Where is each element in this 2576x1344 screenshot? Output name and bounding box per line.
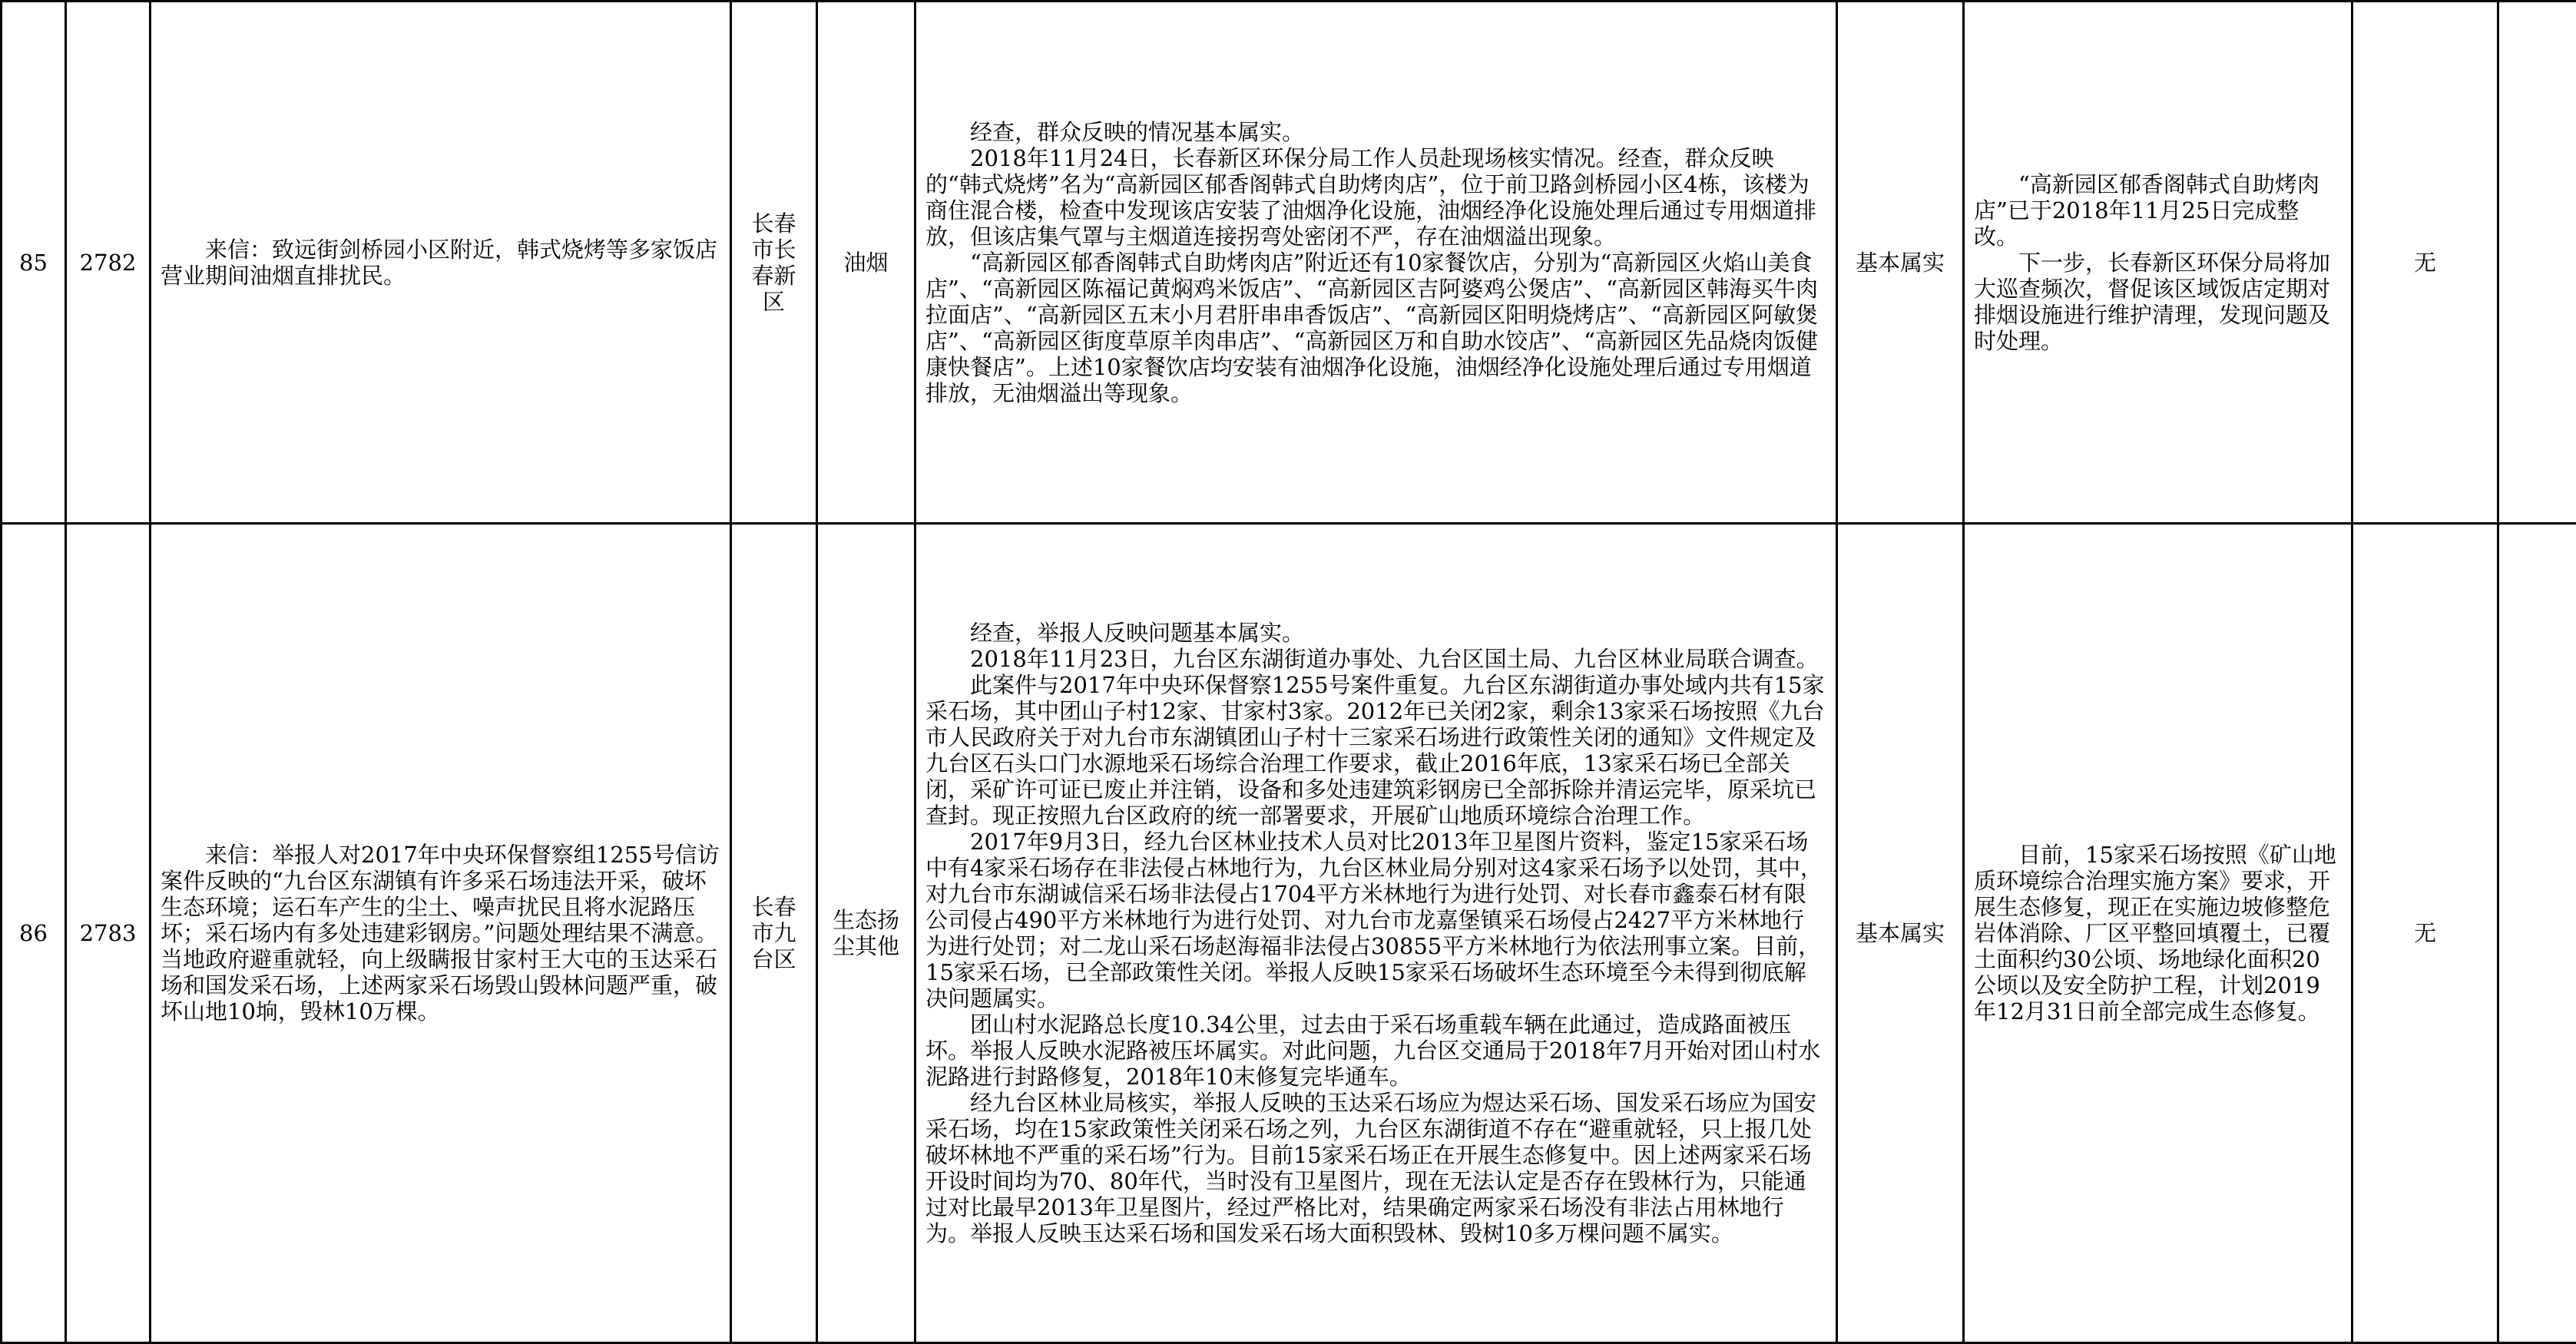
empty-cell [2498,2,2576,524]
findings-paragraph: 2018年11月24日，长春新区环保分局工作人员赴现场核实情况。经查，群众反映的“韩式烧烤”名为“高新园区郁香阁韩式自助烤肉店”，位于前卫路剑桥园小区4栋，该楼为商住混合楼，检查中发现该店安装了油烟净化设施，油烟经净化设施处理后通过专用烟道排放，但该店集气罩与主烟道连接拐弯处密闭不严，存在油烟溢出现象。 [925,145,1826,250]
accountability-cell: 无 [2353,524,2498,1343]
verdict-cell: 基本属实 [1837,524,1964,1343]
findings-paragraph: 2018年11月23日，九台区东湖街道办事处、九台区国土局、九台区林业局联合调查。 [925,646,1826,672]
rectification-paragraph: 下一步，长春新区环保分局将加大巡查频次，督促该区域饭店定期对排烟设施进行维护清理，发现问题及时处理。 [1974,250,2342,354]
findings-paragraph: 此案件与2017年中央环保督察1255号案件重复。九台区东湖街道办事处域内共有15家采石场，其中团山子村12家、甘家村3家。2012年已关闭2家，剩余13家采石场按照《九台市人民政府关于对九台市东湖镇团山子村十三家采石场进行政策性关闭的通知》文件规定及九台区石头口门水源地采石场综合治理工作要求，截止2016年底，13家采石场已全部关闭，采矿许可证已废止并注销，设备和多处违建筑彩钢房已全部拆除并清运完毕，原采坑已查封。现正按照九台区政府的统一部署要求，开展矿山地质环境综合治理工作。 [925,672,1826,829]
seq-cell: 86 [2,524,66,1343]
accountability-cell: 无 [2353,2,2498,524]
findings-paragraph: 经查，举报人反映问题基本属实。 [925,620,1826,646]
table-row [2,2,2576,524]
case-number-cell: 2782 [66,2,151,524]
seq-cell: 85 [2,2,66,524]
complaint-text: 来信：致远街剑桥园小区附近，韩式烧烤等多家饭店营业期间油烟直排扰民。 [161,237,720,289]
rectification-paragraph: “高新园区郁香阁韩式自助烤肉店”已于2018年11月25日完成整改。 [1974,171,2342,250]
empty-cell [2498,524,2576,1343]
table-row [2,524,2576,1343]
complaint-cell [151,524,731,1343]
findings-cell [916,524,1837,1343]
rectification-cell [1964,2,2353,524]
category-cell: 油烟 [817,2,916,524]
rectification-paragraph: 目前，15家采石场按照《矿山地质环境综合治理实施方案》要求，开展生态修复，现正在实施边坡修整危岩体消除、厂区平整回填覆土，已覆土面积约30公顷、场地绿化面积20公顷以及安全防护工程，计划2019年12月31日前全部完成生态修复。 [1974,842,2342,1025]
verdict-cell: 基本属实 [1837,2,1964,524]
findings-paragraph: “高新园区郁香阁韩式自助烤肉店”附近还有10家餐饮店，分别为“高新园区火焰山美食店”、“高新园区陈福记黄焖鸡米饭店”、“高新园区吉阿婆鸡公煲店”、“高新园区韩海买牛肉拉面店”、“高新园区五末小月君肝串串香饭店”、“高新园区阳明烧烤店”、“高新园区阿敏煲店”、“高新园区街度草原羊肉串店”、“高新园区万和自助水饺店”、“高新园区先品烧肉饭健康快餐店”。上述10家餐饮店均安装有油烟净化设施，油烟经净化设施处理后通过专用烟道排放，无油烟溢出等现象。 [925,250,1826,406]
case-number-cell: 2783 [66,524,151,1343]
findings-paragraph: 经查，群众反映的情况基本属实。 [925,119,1826,145]
findings-paragraph: 2017年9月3日，经九台区林业技术人员对比2013年卫星图片资料，鉴定15家采石场中有4家采石场存在非法侵占林地行为，九台区林业局分别对这4家采石场予以处罚，其中，对九台市东湖诚信采石场非法侵占1704平方米林地行为进行处罚、对长春市鑫泰石材有限公司侵占490平方米林地行为进行处罚、对九台市龙嘉堡镇采石场侵占2427平方米林地行为进行处罚；对二龙山采石场赵海福非法侵占30855平方米林地行为依法刑事立案。目前，15家采石场，已全部政策性关闭。举报人反映15家采石场破坏生态环境至今未得到彻底解决问题属实。 [925,829,1826,1011]
category-cell: 生态扬尘其他 [817,524,916,1343]
complaint-text: 来信：举报人对2017年中央环保督察组1255号信访案件反映的“九台区东湖镇有许多采石场违法开采，破坏生态环境；运石车产生的尘土、噪声扰民且将水泥路压坏；采石场内有多处违建彩钢房。”问题处理结果不满意。当地政府避重就轻，向上级瞒报甘家村王大屯的玉达采石场和国发采石场，上述两家采石场毁山毁林问题严重，破坏山地10垧，毁林10万棵。 [161,842,720,1025]
district-cell: 长春市九台区 [731,524,817,1343]
district-cell: 长春市长春新区 [731,2,817,524]
findings-paragraph: 经九台区林业局核实，举报人反映的玉达采石场应为煜达采石场、国发采石场应为国安采石场，均在15家政策性关闭采石场之列，九台区东湖街道不存在“避重就轻，只上报几处破坏林地不严重的采石场”行为。目前15家采石场正在开展生态修复中。因上述两家采石场开设时间均为70、80年代，当时没有卫星图片，现在无法认定是否存在毁林行为，只能通过对比最早2013年卫星图片，经过严格比对，结果确定两家采石场没有非法占用林地行为。举报人反映玉达采石场和国发采石场大面积毁林、毁树10多万棵问题不属实。 [925,1090,1826,1246]
findings-paragraph: 团山村水泥路总长度10.34公里，过去由于采石场重载车辆在此通过，造成路面被压坏。举报人反映水泥路被压坏属实。对此问题，九台区交通局于2018年7月开始对团山村水泥路进行封路修复，2018年10末修复完毕通车。 [925,1011,1826,1090]
findings-cell [916,2,1837,524]
rectification-cell [1964,524,2353,1343]
complaint-cell [151,2,731,524]
